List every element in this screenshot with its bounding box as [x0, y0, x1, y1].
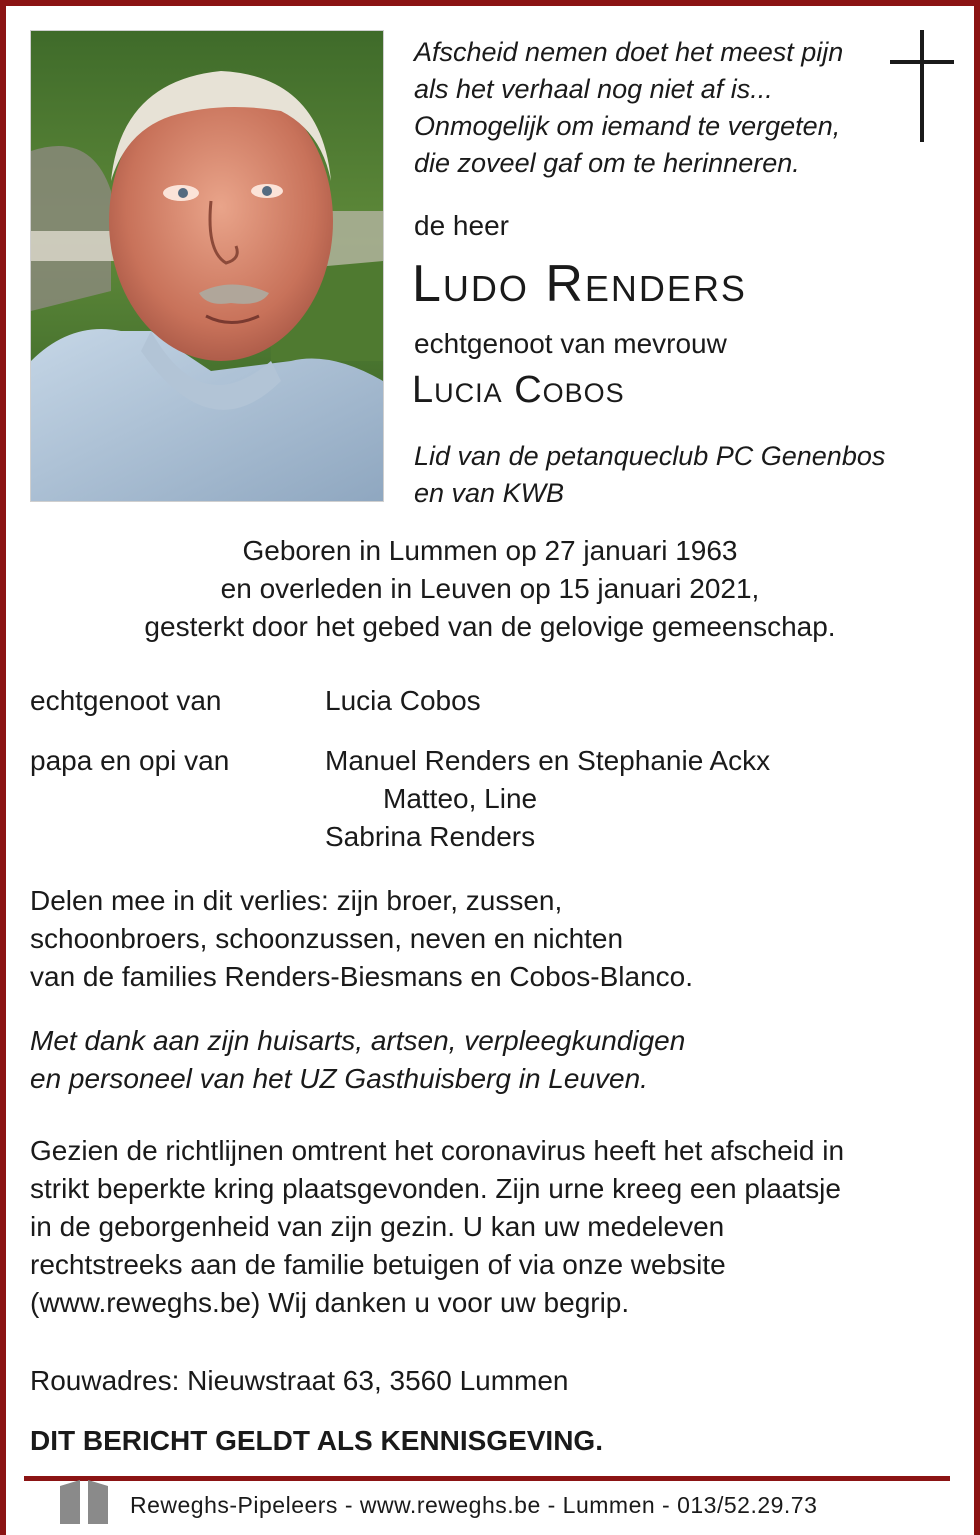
- membership-line: Lid van de petanqueclub PC Genenbos: [414, 441, 886, 471]
- membership-line: en van KWB: [414, 478, 565, 508]
- family-names: [325, 742, 770, 856]
- legal-notice: DIT BERICHT GELDT ALS KENNISGEVING.: [30, 1425, 603, 1456]
- family-label: echtgenoot van: [30, 685, 222, 716]
- shared-grief-line: schoonbroers, schoonzussen, neven en nichten: [30, 923, 624, 954]
- birth-death-line: en overleden in Leuven op 15 januari 2021,: [220, 573, 760, 604]
- family-names: [325, 682, 481, 720]
- corona-line: strikt beperkte kring plaatsgevonden. Zijn urne kreeg een plaatsje: [30, 1173, 841, 1204]
- family-name: Lucia Cobos: [325, 685, 481, 716]
- portrait-photo: [30, 30, 384, 502]
- corona-line: rechtstreeks aan de familie betuigen of via onze website: [30, 1249, 726, 1280]
- family-name: Matteo, Line: [383, 783, 538, 814]
- birth-death-line: Geboren in Lummen op 27 januari 1963: [242, 535, 738, 566]
- spouse-name: Lucia Cobos: [412, 369, 625, 411]
- mourning-address: Rouwadres: Nieuwstraat 63, 3560 Lummen: [30, 1365, 569, 1396]
- thanks-line: en personeel van het UZ Gasthuisberg in Leuven.: [30, 1063, 648, 1094]
- shared-grief: [30, 882, 960, 996]
- thanks: [30, 1022, 960, 1098]
- birth-death-line: gesterkt door het gebed van de gelovige gemeenschap.: [144, 611, 836, 642]
- corona-line: Gezien de richtlijnen omtrent het coronavirus heeft het afscheid in: [30, 1135, 845, 1166]
- corona-line: in de geborgenheid van zijn gezin. U kan uw medeleven: [30, 1211, 725, 1242]
- footer-divider: [24, 1476, 950, 1481]
- poem: [414, 34, 884, 182]
- footer-contact: Reweghs-Pipeleers - www.reweghs.be - Lummen - 013/52.29.73: [130, 1492, 818, 1518]
- spouse-intro: echtgenoot van mevrouw: [414, 328, 727, 359]
- cross-icon: [890, 30, 954, 142]
- family-label: papa en opi van: [30, 745, 230, 776]
- family-name: Manuel Renders en Stephanie Ackx: [325, 745, 771, 776]
- poem-line: Onmogelijk om iemand te vergeten,: [414, 111, 841, 141]
- corona-line: (www.reweghs.be) Wij danken u voor uw begrip.: [30, 1287, 630, 1318]
- membership: [414, 438, 954, 512]
- thanks-line: Met dank aan zijn huisarts, artsen, verpleegkundigen: [30, 1025, 686, 1056]
- birth-death-text: [6, 532, 974, 646]
- title-prefix: de heer: [414, 210, 509, 241]
- shared-grief-line: Delen mee in dit verlies: zijn broer, zussen,: [30, 885, 563, 916]
- shared-grief-line: van de families Renders-Biesmans en Cobos-Blanco.: [30, 961, 693, 992]
- poem-line: die zoveel gaf om te herinneren.: [414, 148, 800, 178]
- corona-notice: [30, 1132, 960, 1322]
- portrait-illustration: [31, 31, 383, 501]
- poem-line: als het verhaal nog niet af is...: [414, 74, 773, 104]
- poem-line: Afscheid nemen doet het meest pijn: [414, 37, 844, 67]
- deceased-name: Ludo Renders: [412, 255, 747, 313]
- funeral-home-logo-icon: [58, 1478, 112, 1526]
- family-name: Sabrina Renders: [325, 821, 536, 852]
